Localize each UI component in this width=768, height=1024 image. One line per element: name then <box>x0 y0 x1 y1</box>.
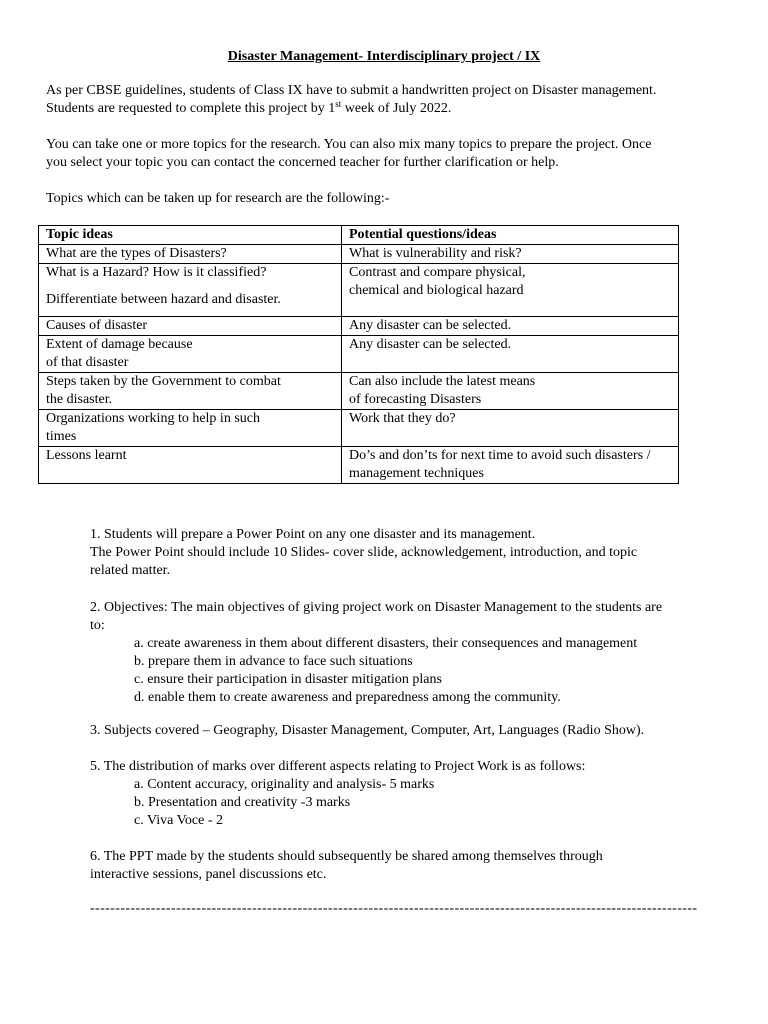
point-3-subjects: 3. Subjects covered – Geography, Disaster Management, Computer, Art, Languages (Radio Show). <box>90 723 645 738</box>
point-5-marks <box>90 758 730 830</box>
point-1-line-1: 1. Students will prepare a Power Point on any one disaster and its management. <box>90 527 536 542</box>
point-1 <box>90 526 730 580</box>
cell-line: Differentiate between hazard and disaster. <box>46 292 281 307</box>
intro-line-2 <box>46 100 716 118</box>
cell-line: management techniques <box>349 466 484 481</box>
point-6-sharing <box>90 848 730 884</box>
objective-item: a. create awareness in them about different disasters, their consequences and management <box>134 636 638 651</box>
topics-paragraph <box>46 136 716 172</box>
header-potential-ideas: Potential questions/ideas <box>342 226 679 245</box>
cell-line: Steps taken by the Government to combat <box>46 374 281 389</box>
intro-paragraph <box>46 82 716 118</box>
topic-cell <box>39 317 342 336</box>
cell-line: Extent of damage because <box>46 337 193 352</box>
table-row <box>39 317 679 336</box>
cell-line: What are the types of Disasters? <box>46 246 227 261</box>
point-6-line-1: 6. The PPT made by the students should subsequently be shared among themselves through <box>90 849 603 864</box>
cell-line: What is vulnerability and risk? <box>349 246 522 261</box>
topic-cell <box>39 336 342 373</box>
table-row <box>39 447 679 484</box>
cell-line: Work that they do? <box>349 411 456 426</box>
point-2-line-2: to: <box>90 618 105 633</box>
idea-cell <box>342 447 679 484</box>
intro-line-2-text: Students are requested to complete this project by 1 <box>46 101 336 116</box>
point-1-line-2: The Power Point should include 10 Slides- cover slide, acknowledgement, introduction, and topic <box>90 545 638 560</box>
cell-line: the disaster. <box>46 392 113 407</box>
topic-cell <box>39 410 342 447</box>
point-5-line-1: 5. The distribution of marks over different aspects relating to Project Work is as follows: <box>90 759 586 774</box>
cell-line: What is a Hazard? How is it classified? <box>46 265 267 280</box>
objective-item: b. prepare them in advance to face such situations <box>134 654 413 669</box>
topic-cell <box>39 447 342 484</box>
idea-cell <box>342 410 679 447</box>
point-1-line-3: related matter. <box>90 563 171 578</box>
cell-line: Lessons learnt <box>46 448 127 463</box>
cell-line: of forecasting Disasters <box>349 392 482 407</box>
cell-line: Any disaster can be selected. <box>349 318 512 333</box>
marks-item: c. Viva Voce - 2 <box>134 813 223 828</box>
ordinal-suffix: st <box>335 99 342 109</box>
cell-line: Causes of disaster <box>46 318 148 333</box>
cell-line: Do’s and don’ts for next time to avoid such disasters / <box>349 448 651 463</box>
cell-line: Contrast and compare physical, <box>349 265 526 280</box>
topic-cell <box>39 245 342 264</box>
topic-cell <box>39 264 342 317</box>
topics-lead: Topics which can be taken up for research are the following:- <box>46 191 390 206</box>
objective-item: c. ensure their participation in disaster mitigation plans <box>134 672 442 687</box>
dashed-divider: ------------------------------------------------------------------------------------------------------------------------ <box>90 901 698 916</box>
cell-line: of that disaster <box>46 355 129 370</box>
idea-cell <box>342 264 679 317</box>
cell-line: Any disaster can be selected. <box>349 337 512 352</box>
idea-cell <box>342 317 679 336</box>
idea-cell <box>342 245 679 264</box>
intro-line-1: As per CBSE guidelines, students of Class IX have to submit a handwritten project on Disaster management. <box>46 83 657 98</box>
marks-item: a. Content accuracy, originality and analysis- 5 marks <box>134 777 435 792</box>
document-title: Disaster Management- Interdisciplinary project / IX <box>227 49 541 64</box>
topics-line-1: You can take one or more topics for the research. You can also mix many topics to prepare the project. Once <box>46 137 652 152</box>
cell-line: times <box>46 429 77 444</box>
topics-table <box>38 225 679 484</box>
table-row <box>39 245 679 264</box>
cell-line: chemical and biological hazard <box>349 283 524 298</box>
table-header-row <box>39 226 679 245</box>
point-2-objectives <box>90 599 730 707</box>
idea-cell <box>342 373 679 410</box>
objective-item: d. enable them to create awareness and preparedness among the community. <box>134 690 561 705</box>
header-topic-ideas: Topic ideas <box>39 226 342 245</box>
point-6-line-2: interactive sessions, panel discussions etc. <box>90 867 327 882</box>
table-row <box>39 264 679 317</box>
table-row <box>39 410 679 447</box>
idea-cell <box>342 336 679 373</box>
point-2-line-1: 2. Objectives: The main objectives of giving project work on Disaster Management to the students are <box>90 600 663 615</box>
cell-line: Can also include the latest means <box>349 374 536 389</box>
table-row <box>39 373 679 410</box>
marks-item: b. Presentation and creativity -3 marks <box>134 795 351 810</box>
topic-cell <box>39 373 342 410</box>
cell-line: Organizations working to help in such <box>46 411 260 426</box>
intro-line-2-tail: week of July 2022. <box>341 101 452 116</box>
topics-line-2: you select your topic you can contact the concerned teacher for further clarification or help. <box>46 155 559 170</box>
table-row <box>39 336 679 373</box>
